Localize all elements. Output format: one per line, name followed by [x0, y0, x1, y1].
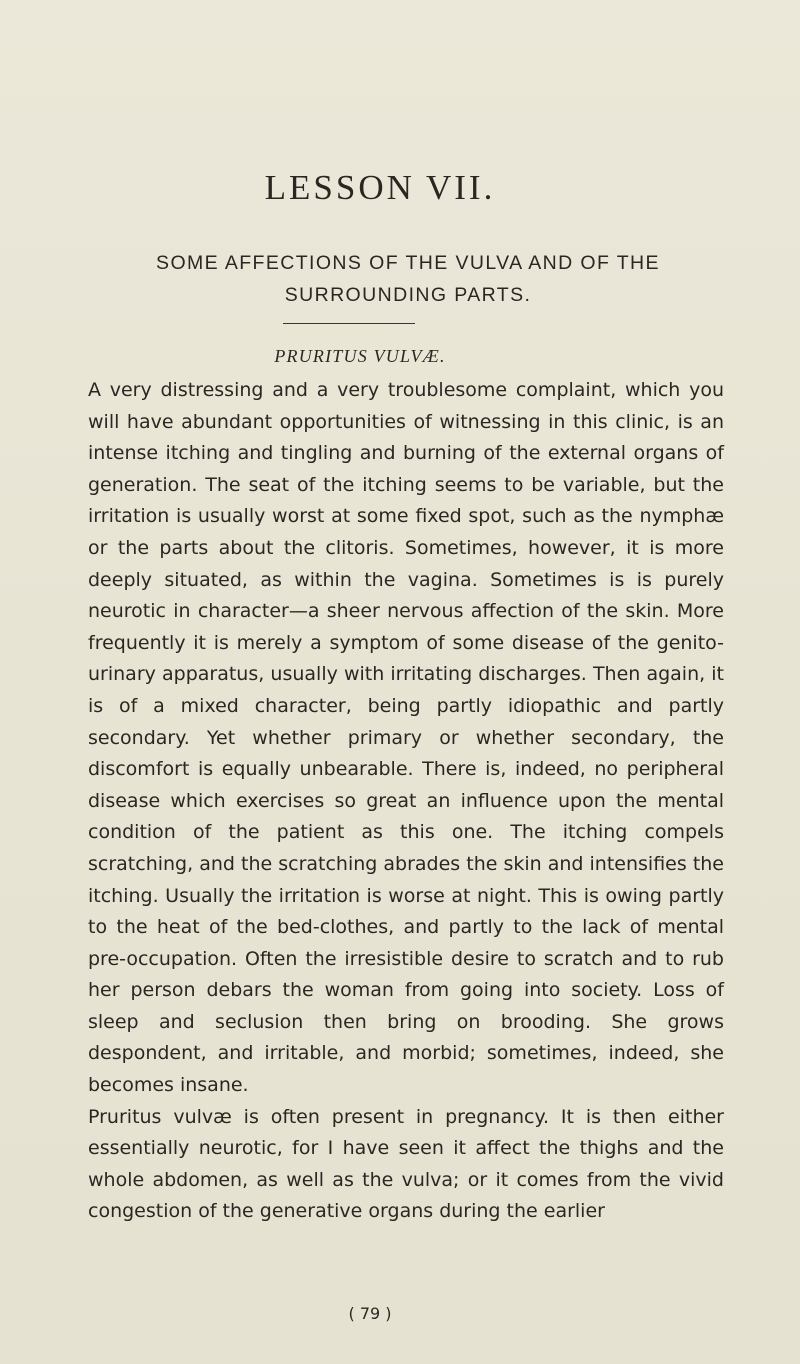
divider-rule: [283, 323, 415, 324]
lesson-title: LESSON VII.: [264, 168, 496, 207]
paragraph-1: A very distressing and a very troublesome complaint, which you will have abundant opportunities of witnessing in this clinic, is an intense itching and tingling and burning of the external organs of generation. The seat of the itching seems to be variable, but the irritation is usually worst at some fixed spot, such as the nymphæ or the parts about the clitoris. Sometimes, however, it is more deeply situated, as within the vagina. Sometimes is is purely neurotic in character—a sheer nervous affection of the skin. More frequently it is merely a symptom of some disease of the genito-urinary apparatus, usually with irritating discharges. Then again, it is of a mixed character, being partly idiopathic and partly secondary. Yet whether primary or whether secondary, the discomfort is equally unbearable. There is, indeed, no peripheral disease which exercises so great an influence upon the mental condition of the patient as this one. The itching compels scratching, and the scratching abrades the skin and intensifies the itching. Usually the irritation is worse at night. This is owing partly to the heat of the bed-clothes, and partly to the lack of mental pre-occupation. Often the irresistible desire to scratch and to rub her person debars the woman from going into society. Loss of sleep and seclusion then bring on brooding. She grows despondent, and irritable, and morbid; sometimes, indeed, she becomes insane.: [88, 379, 724, 1097]
body-text: [88, 375, 724, 1228]
page-number: ( 79 ): [348, 1304, 392, 1323]
paragraph-2: Pruritus vulvæ is often present in pregnancy. It is then either essentially neurotic, for I have seen it affect the thighs and the whole abdomen, as well as the vulva; or it comes from the vivid congestion of the generative organs during the earlier: [88, 1105, 724, 1223]
chapter-subtitle: SOME AFFECTIONS OF THE VULVA AND OF THE SURROUNDING PARTS.: [156, 252, 660, 306]
section-heading: PRURITUS VULVÆ.: [274, 346, 446, 366]
